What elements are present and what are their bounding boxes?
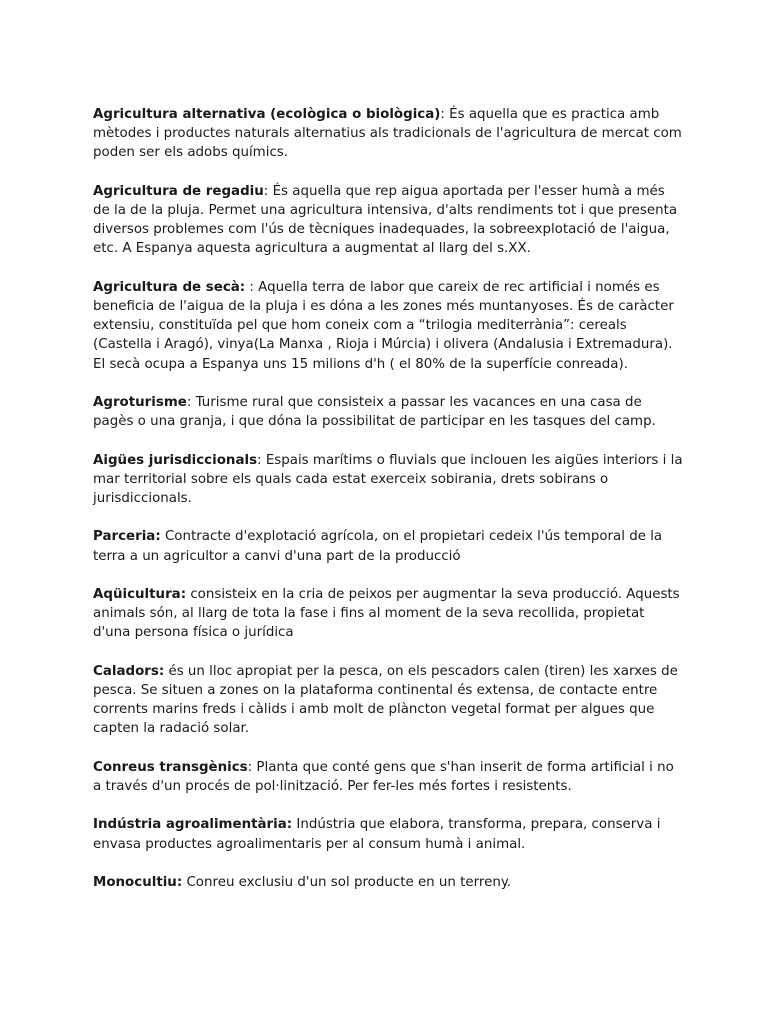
glossary-entry: [93, 815, 683, 853]
glossary-entry: [93, 182, 683, 259]
glossary-definition: : Planta que conté gens que s'han inserit de forma artificial i no a través d'un procés de pol·linització. Per fer-les més fortes i resistents.: [93, 759, 674, 794]
glossary-definition: : Turisme rural que consisteix a passar les vacances en una casa de pagès o una granja, i que dóna la possibilitat de participar en les tasques del camp.: [93, 395, 656, 430]
document-page: [93, 105, 683, 911]
glossary-entry: [93, 393, 683, 431]
glossary-term: Aigües jurisdiccionals: [93, 452, 258, 468]
glossary-term: Agricultura de regadiu: [93, 183, 264, 199]
glossary-definition: : És aquella que rep aigua aportada per l'esser humà a més de la de la pluja. Permet una agricultura intensiva, d'alts rendiments tot i que presenta diversos problemes com l'ús de tècniques inadequades, la sobreexplotació de l'aigua, etc. A Espanya aquesta agricultura a augmentat al llarg del s.XX.: [93, 183, 678, 257]
glossary-entry: [93, 873, 683, 892]
glossary-term: Aqüicultura:: [93, 586, 187, 602]
glossary-term: Agricultura alternativa (ecològica o biològica): [93, 107, 441, 122]
glossary-entry: [93, 758, 683, 796]
glossary-entry: [93, 451, 683, 509]
glossary-term: Indústria agroalimentària:: [93, 817, 293, 833]
glossary-definition: : Espais marítims o fluvials que inclouen les aigües interiors i la mar territorial sobre els quals cada estat exerceix sobirania, drets sobirans o jurisdiccionals.: [93, 452, 683, 506]
glossary-term: Conreus transgènics: [93, 759, 248, 775]
glossary-definition: Indústria que elabora, transforma, prepara, conserva i envasa productes agroalimentaris per al consum humà i animal.: [93, 817, 661, 852]
glossary-definition: és un lloc apropiat per la pesca, on els pescadors calen (tiren) les xarxes de pesca. Se situen a zones on la plataforma continental és extensa, de contacte entre corrents marins freds i càlids i amb molt de plàncton vegetal format per algues que capten la radació solar.: [93, 663, 678, 737]
glossary-term: Agroturisme: [93, 395, 187, 410]
glossary-entry: [93, 662, 683, 739]
glossary-term: Agricultura de secà:: [93, 279, 246, 295]
glossary-term: Monocultiu:: [93, 874, 183, 890]
glossary-definition: : Aquella terra de labor que careix de rec artificial i només es beneficia de l'aigua de la pluja i es dóna a les zones més muntanyoses. És de caràcter extensiu, constituïda pel que hom coneix com a “trilogia mediterrània”: cereals (Castella i Aragó), vinya(La Manxa , Rioja i Múrcia) i olivera (Andalusia i Extremadura). El secà ocupa a Espanya uns 15 milions d'h ( el 80% de la superfície conreada).: [93, 279, 674, 372]
glossary-definition: : És aquella que es practica amb mètodes i productes naturals alternatius als tradicionals de l'agricultura de mercat com poden ser els adobs químics.: [93, 107, 682, 161]
glossary-entry: [93, 585, 683, 643]
glossary-definition: Contracte d'explotació agrícola, on el propietari cedeix l'ús temporal de la terra a un agricultor a canvi d'una part de la producció: [93, 529, 663, 564]
glossary-definition: Conreu exclusiu d'un sol producte en un terreny.: [182, 874, 512, 890]
glossary-entry: [93, 527, 683, 565]
glossary-entry: [93, 105, 683, 163]
glossary-entry: [93, 278, 683, 374]
glossary-definition: consisteix en la cria de peixos per augmentar la seva producció. Aquests animals són, al llarg de tota la fase i fins al moment de la seva recollida, propietat d'una persona física o jurídica: [93, 586, 680, 641]
glossary-term: Caladors:: [93, 663, 165, 679]
glossary-term: Parceria:: [93, 529, 161, 545]
